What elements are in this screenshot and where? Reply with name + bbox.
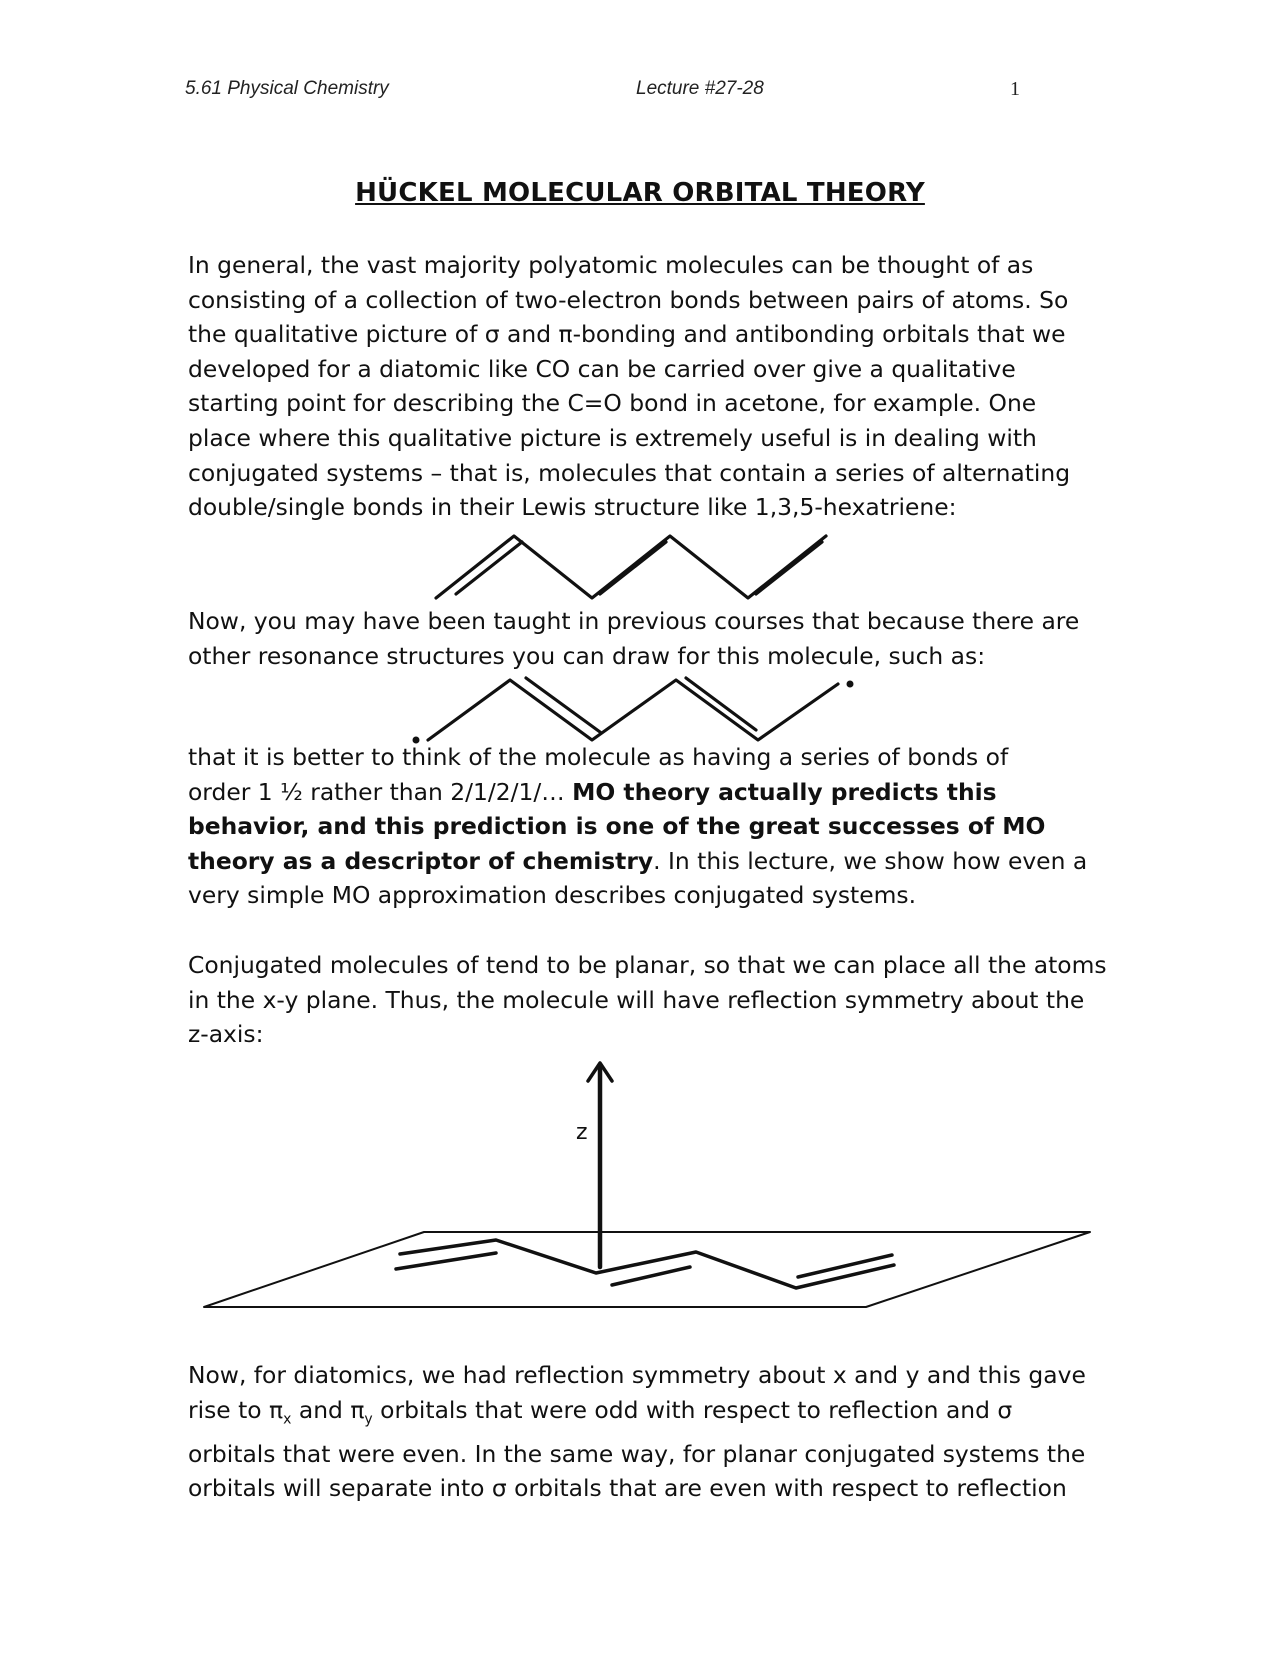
text-line: orbitals that were even. In the same way, for planar conjugated systems the <box>188 1439 1086 1468</box>
double-bond-line <box>798 1255 892 1277</box>
text-line <box>188 844 1108 879</box>
double-bond-line <box>600 542 666 594</box>
paragraph-resonance <box>188 604 1108 673</box>
radical-dot <box>847 681 854 688</box>
double-bond-line <box>612 1267 690 1285</box>
page-number: 1 <box>1010 78 1020 100</box>
text-line: other resonance structures you can draw for this molecule, such as: <box>188 641 986 670</box>
subscript: x <box>283 1411 292 1428</box>
text-line: double/single bonds in their Lewis structure like 1,3,5-hexatriene: <box>188 493 957 522</box>
double-bond-line <box>396 1253 496 1269</box>
paragraph-intro <box>188 248 1108 525</box>
paragraph-mo-theory <box>188 740 1108 913</box>
text-span: order 1 ½ rather than 2/1/2/1/… <box>188 777 573 806</box>
plane-axis-diagram <box>0 1055 1280 1315</box>
text-line: developed for a diatomic like CO can be carried over give a qualitative <box>188 354 1016 383</box>
text-line: in the x-y plane. Thus, the molecule will have reflection symmetry about the <box>188 985 1085 1014</box>
carbon-chain <box>436 536 826 598</box>
text-line <box>188 809 1108 844</box>
header-course: 5.61 Physical Chemistry <box>185 78 389 99</box>
subscript: y <box>364 1411 373 1428</box>
molecule-chain <box>400 1240 894 1288</box>
text-line: orbitals will separate into σ orbitals that are even with respect to reflection <box>188 1474 1067 1503</box>
text-line <box>188 1393 1108 1437</box>
text-line: very simple MO approximation describes conjugated systems. <box>188 881 917 910</box>
text-line: the qualitative picture of σ and π-bonding and antibonding orbitals that we <box>188 320 1066 349</box>
paragraph-diatomics <box>188 1358 1108 1506</box>
page-title: HÜCKEL MOLECULAR ORBITAL THEORY <box>355 178 925 208</box>
text-span: orbitals that were odd with respect to reflection and σ <box>372 1395 1013 1424</box>
text-span: and π <box>291 1395 365 1424</box>
double-bond-line <box>756 542 822 594</box>
text-line: starting point for describing the C=O bond in acetone, for example. One <box>188 389 1037 418</box>
bold-text: theory as a descriptor of chemistry <box>188 846 654 875</box>
header-lecture: Lecture #27-28 <box>636 78 764 99</box>
text-line: Now, for diatomics, we had reflection symmetry about x and y and this gave <box>188 1361 1086 1389</box>
text-span: . In this lecture, we show how even a <box>653 846 1088 875</box>
bold-text: MO theory actually predicts this <box>572 777 997 806</box>
text-line: conjugated systems – that is, molecules that contain a series of alternating <box>188 458 1071 487</box>
text-line <box>188 775 1108 810</box>
carbon-chain <box>428 680 838 740</box>
text-line: Now, you may have been taught in previous courses that because there are <box>188 607 1080 635</box>
text-span: rise to π <box>188 1395 284 1424</box>
text-line: place where this qualitative picture is extremely useful is in dealing with <box>188 423 1037 452</box>
text-line: z-axis: <box>188 1020 264 1049</box>
text-line: consisting of a collection of two-electron bonds between pairs of atoms. So <box>188 285 1069 314</box>
paragraph-planar <box>188 948 1108 1052</box>
double-bond-line <box>526 678 600 732</box>
text-line: In general, the vast majority polyatomic molecules can be thought of as <box>188 251 1034 279</box>
z-axis-label: z <box>576 1120 588 1145</box>
text-line: that it is better to think of the molecule as having a series of bonds of <box>188 743 1009 771</box>
bold-text: behavior, and this prediction is one of the great successes of MO <box>188 812 1046 841</box>
xy-plane <box>204 1232 1090 1307</box>
hexatriene-structure <box>0 522 1280 602</box>
text-line: Conjugated molecules of tend to be planar, so that we can place all the atoms <box>188 951 1107 979</box>
double-bond-line <box>456 542 522 594</box>
double-bond-line <box>686 678 756 730</box>
